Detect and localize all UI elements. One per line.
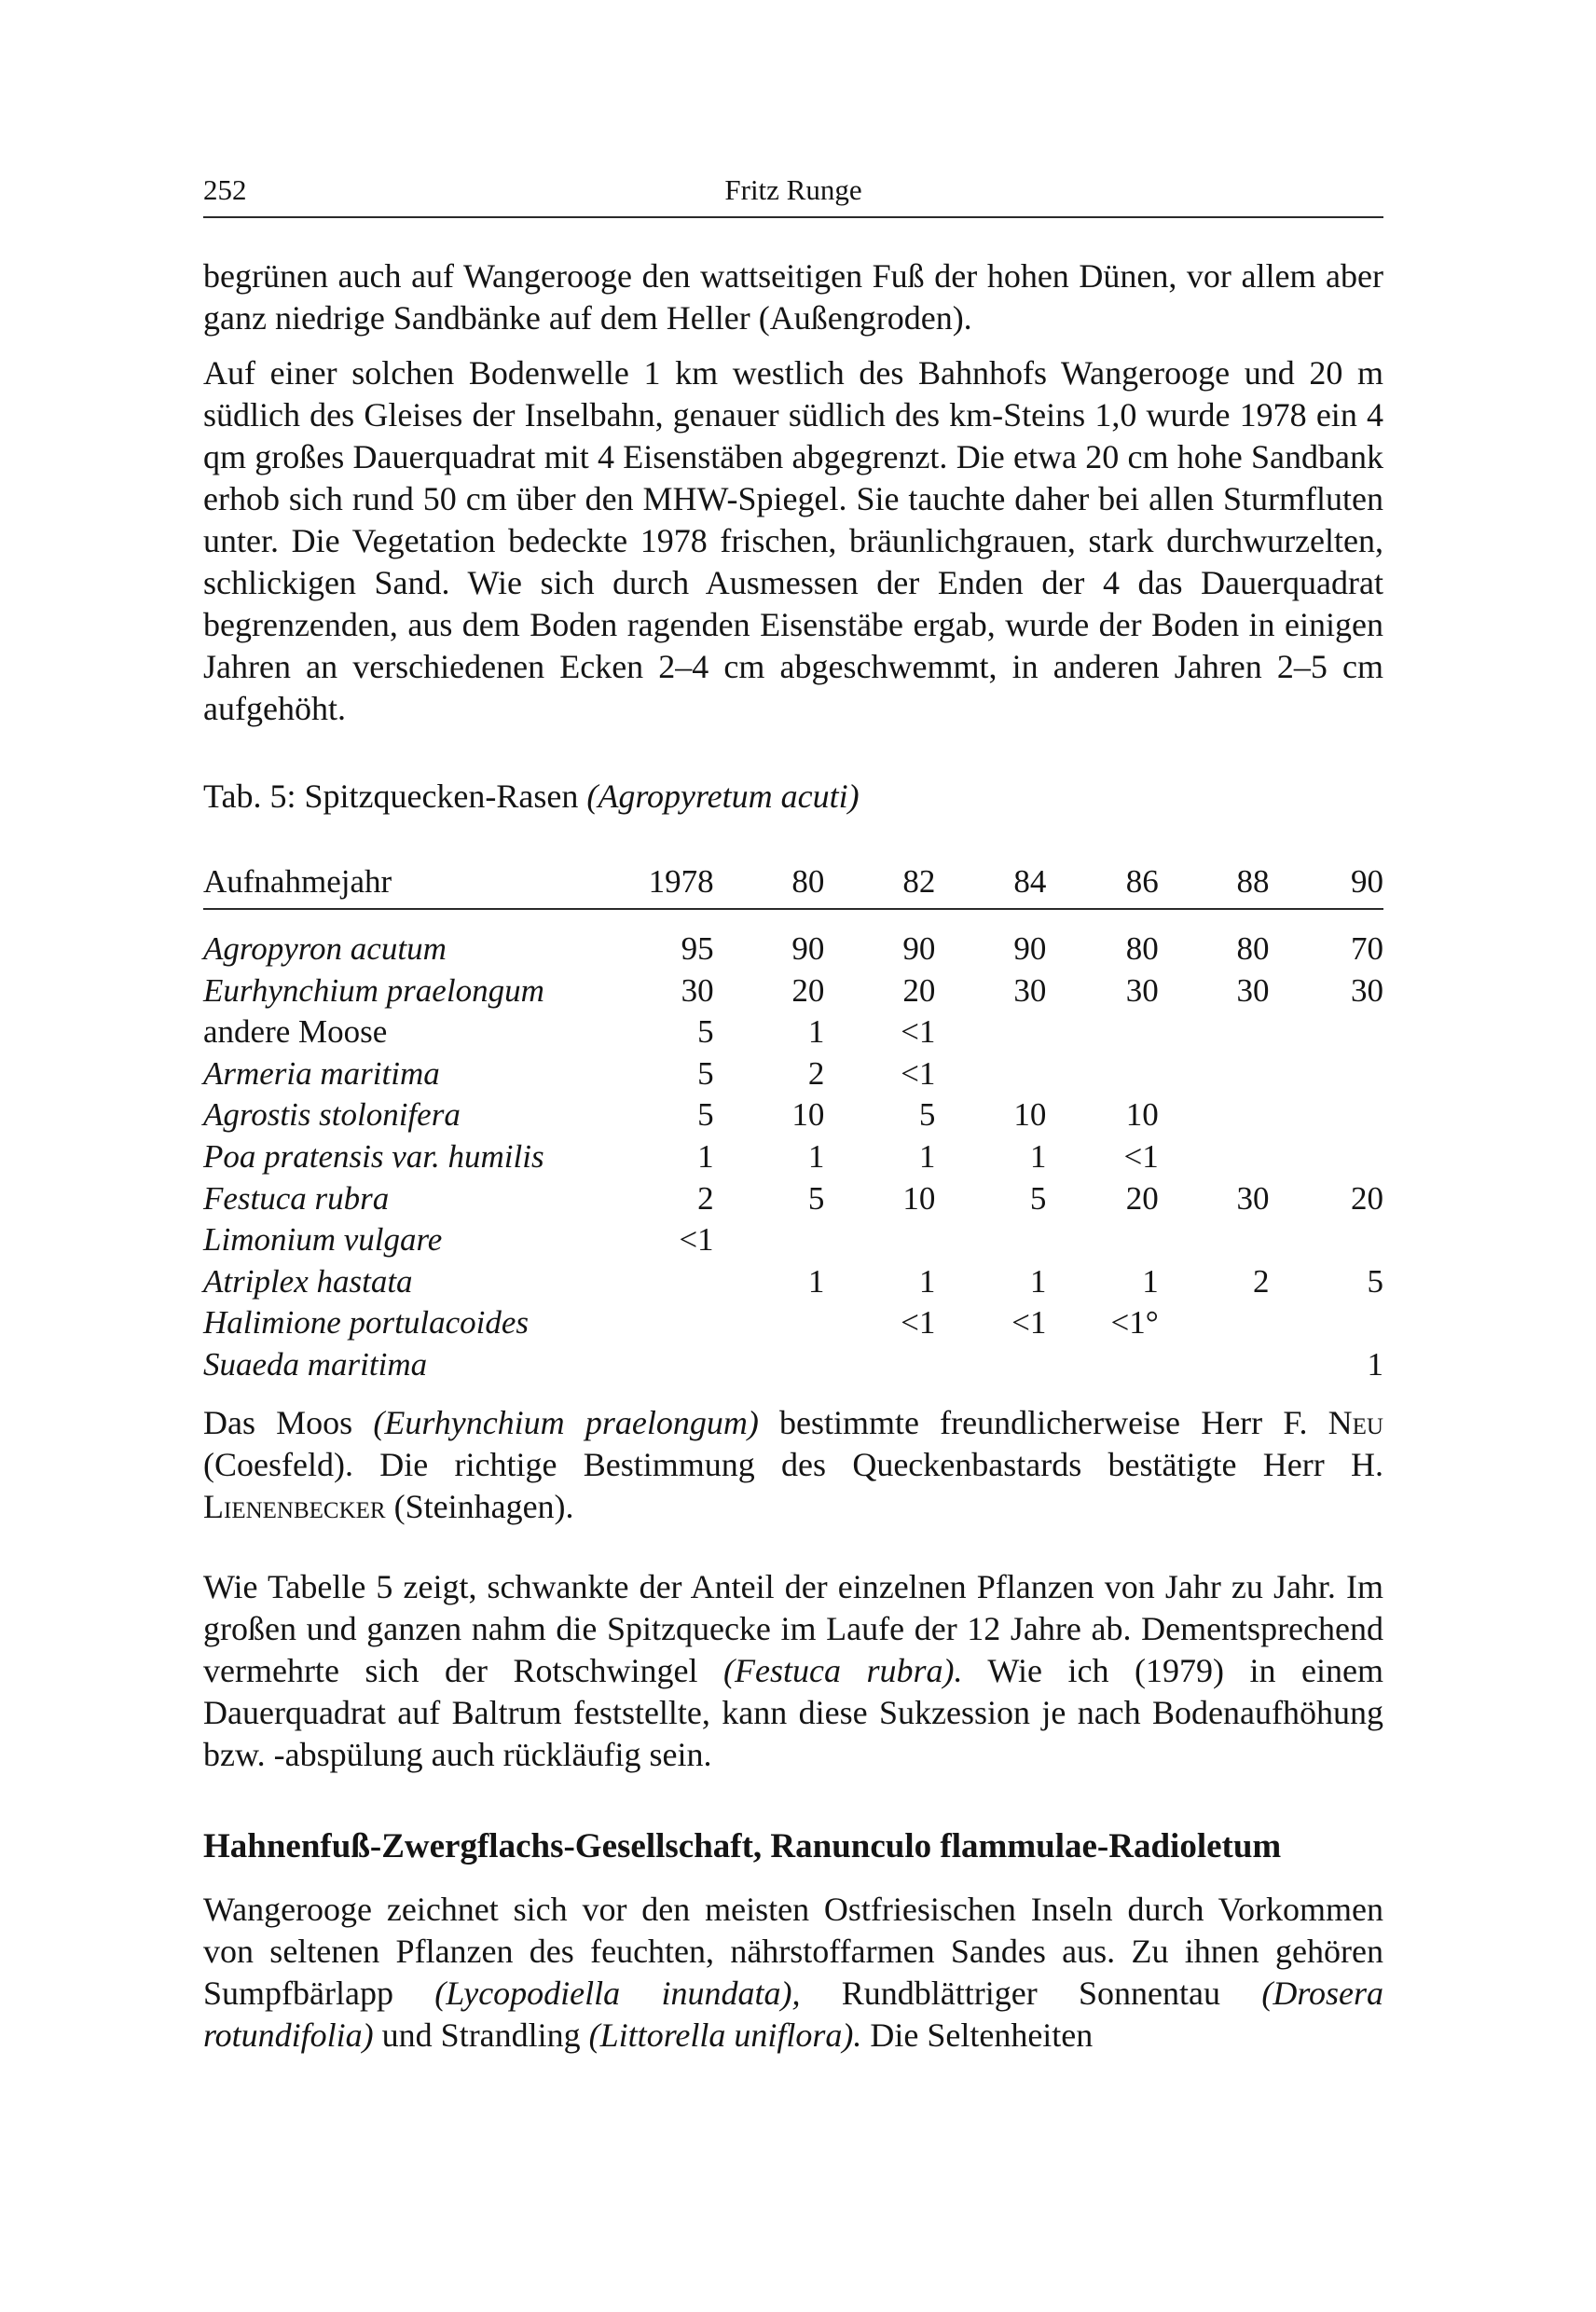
table-row — [203, 1012, 1383, 1053]
table-row — [203, 970, 1383, 1012]
table-row — [203, 1178, 1383, 1220]
column-header-year: 90 — [1351, 863, 1383, 900]
note-species: (Eurhynchium praelongum) — [373, 1404, 759, 1441]
cover-value — [935, 1219, 1046, 1261]
cover-value: 95 — [681, 930, 714, 967]
cover-value — [1159, 1053, 1270, 1095]
paragraph-5 — [203, 1889, 1383, 2057]
cover-value — [544, 1261, 714, 1303]
cover-value: 90 — [791, 930, 825, 967]
species-name: Poa pratensis var. humilis — [203, 1137, 544, 1175]
species-name: andere Moose — [203, 1013, 388, 1051]
para5-text-2: Rundblättriger Sonnentau — [800, 1975, 1262, 2012]
cover-value — [544, 1302, 714, 1344]
species-name: Agropyron acutum — [203, 930, 447, 967]
species-name: Eurhynchium praelongum — [203, 971, 544, 1009]
column-header-year: 1978 — [648, 863, 714, 900]
cover-value: 30 — [1351, 971, 1383, 1009]
caption-association: (Agropyretum acuti) — [586, 778, 860, 815]
cover-value — [714, 1344, 825, 1386]
species-name: Festuca rubra — [203, 1179, 390, 1217]
cover-value: 1 — [807, 1262, 825, 1300]
cover-value — [1270, 1302, 1383, 1344]
para5-species-3: (Littorella uniflora). — [588, 2016, 862, 2054]
para5-species-2: (Drosera rotundifolia) — [203, 1975, 1384, 2054]
cover-value: 80 — [1125, 930, 1159, 967]
cover-value: 20 — [1125, 1179, 1159, 1217]
cover-value: 30 — [1013, 971, 1047, 1009]
cover-value: 5 — [697, 1054, 714, 1092]
cover-value: 1 — [1367, 1345, 1383, 1383]
cover-value — [935, 1053, 1046, 1095]
cover-value: 20 — [902, 971, 936, 1009]
cover-value — [1270, 1219, 1383, 1261]
cover-value — [1270, 1136, 1383, 1178]
cover-value: 30 — [1125, 971, 1159, 1009]
paragraph-4 — [203, 1566, 1383, 1776]
column-header-year: 84 — [1013, 863, 1047, 900]
cover-value — [824, 1344, 935, 1386]
table-row — [203, 1344, 1383, 1386]
caption-text: Tab. 5: Spitzquecken-Rasen — [203, 778, 587, 815]
cover-value — [714, 1219, 825, 1261]
para5-text-4: Die Seltenheiten — [861, 2016, 1094, 2054]
cover-value: 70 — [1351, 930, 1383, 967]
cover-value: 30 — [1236, 971, 1270, 1009]
table-row — [203, 909, 1383, 970]
cover-value: <1 — [901, 1054, 936, 1092]
cover-value — [824, 1219, 935, 1261]
cover-value: <1 — [679, 1221, 714, 1259]
table-row — [203, 1261, 1383, 1303]
cover-value: <1 — [1011, 1304, 1047, 1342]
table-row — [203, 1219, 1383, 1261]
cover-value — [714, 1302, 825, 1344]
cover-value: 10 — [1013, 1096, 1047, 1134]
cover-value: 20 — [1351, 1179, 1383, 1217]
vegetation-table — [203, 856, 1383, 1386]
species-name: Suaeda maritima — [203, 1345, 428, 1383]
paragraph-1: begrünen auch auf Wangerooge den wattseitigen Fuß der hohen Dünen, vor allem aber ganz niedrige Sandbänke auf dem Heller (Außengroden). — [203, 257, 1383, 337]
cover-value: <1 — [901, 1304, 936, 1342]
note-text-1: Das Moos — [203, 1404, 374, 1441]
table-row — [203, 1053, 1383, 1095]
table-header-row — [203, 856, 1383, 909]
para4-species: (Festuca rubra). — [723, 1652, 963, 1689]
cover-value — [1159, 1012, 1270, 1053]
cover-value: 1 — [1029, 1262, 1047, 1300]
cover-value: 2 — [807, 1054, 825, 1092]
cover-value: 5 — [1029, 1179, 1047, 1217]
column-header-year: 86 — [1125, 863, 1159, 900]
cover-value: 5 — [697, 1096, 714, 1134]
cover-value: 5 — [1367, 1262, 1383, 1300]
species-name: Atriplex hastata — [203, 1262, 413, 1300]
person-lienenbecker: Lienenbecker — [203, 1488, 386, 1525]
cover-value: 2 — [1253, 1262, 1270, 1300]
paragraph-2: Auf einer solchen Bodenwelle 1 km westlich des Bahnhofs Wangerooge und 20 m südlich des Gleises der Inselbahn, genauer südlich des km-Steins 1,0 wurde 1978 ein 4 qm großes Dauerquadrat mit 4 Eisenstäben abgegrenzt. Die etwa 20 cm hohe Sandbank erhob sich rund 50 cm über den MHW-Spiegel. Sie tauchte daher bei allen Sturmfluten unter. Die Vegetation bedeckte 1978 frischen, bräunlichgrauen, stark durchwurzelten, schlickigen Sand. Wie sich durch Ausmessen der Enden der 4 das Dauerquadrat begrenzenden, aus dem Boden ragenden Eisenstäbe ergab, wurde der Boden in einigen Jahren an verschiedenen Ecken 2–4 cm abgeschwemmt, in anderen Jahren 2–5 cm aufgehöht. — [203, 354, 1383, 727]
table-body — [203, 909, 1383, 1386]
cover-value: 5 — [697, 1013, 714, 1051]
cover-value — [1270, 1053, 1383, 1095]
cover-value — [935, 1012, 1046, 1053]
column-header-year: 82 — [902, 863, 936, 900]
cover-value: 1 — [697, 1137, 714, 1175]
species-name: Agrostis stolonifera — [203, 1096, 461, 1134]
cover-value: 90 — [1013, 930, 1047, 967]
cover-value — [1046, 1053, 1158, 1095]
cover-value: 20 — [791, 971, 825, 1009]
species-name: Limonium vulgare — [203, 1221, 443, 1259]
note-text-4: (Steinhagen). — [385, 1488, 574, 1525]
cover-value — [1046, 1012, 1158, 1053]
para4-text-1: Wie Tabelle 5 zeigt, schwankte der Anteil der einzelnen Pflanzen von Jahr zu Jahr. Im großen und ganzen nahm die Spitzquecke im Laufe der 12 Jahre ab. Dementsprechend vermehrte sich der Rotschwingel — [203, 1568, 1383, 1689]
cover-value — [1159, 1302, 1270, 1344]
table-row — [203, 1136, 1383, 1178]
table-caption — [203, 776, 1383, 818]
column-header-year: 80 — [791, 863, 825, 900]
cover-value — [1159, 1094, 1270, 1136]
running-header — [203, 173, 1383, 218]
cover-value — [1270, 1094, 1383, 1136]
cover-value: 5 — [807, 1179, 825, 1217]
person-neu: Neu — [1328, 1404, 1383, 1441]
para5-text-1: Wangerooge zeichnet sich vor den meisten Ostfriesischen Inseln durch Vorkommen von seltenen Pflanzen des feuchten, nährstoffarmen Sandes aus. Zu ihnen gehören Sumpfbärlapp — [203, 1891, 1383, 2012]
cover-value: 30 — [1236, 1179, 1270, 1217]
note-text-3: (Coesfeld). Die richtige Bestimmung des Queckenbastards bestätigte Herr H. — [203, 1446, 1383, 1483]
cover-value: 80 — [1236, 930, 1270, 967]
cover-value — [1046, 1219, 1158, 1261]
cover-value — [544, 1344, 714, 1386]
cover-value: 10 — [1125, 1096, 1159, 1134]
cover-value: <1° — [1110, 1304, 1159, 1342]
para4-text-2: Wie ich (1979) in einem Dauerquadrat auf Baltrum feststellte, kann diese Sukzession je nach Bodenaufhöhung bzw. -abspülung auch rückläufig sein. — [203, 1652, 1383, 1773]
cover-value: <1 — [1123, 1137, 1159, 1175]
cover-value — [935, 1344, 1046, 1386]
note-text-2: bestimmte freundlicherweise Herr F. — [758, 1404, 1328, 1441]
running-title: Fritz Runge — [724, 173, 862, 206]
cover-value — [1159, 1219, 1270, 1261]
para5-species-1: (Lycopodiella inundata), — [434, 1975, 801, 2012]
cover-value: 2 — [697, 1179, 714, 1217]
column-header-year: 88 — [1236, 863, 1270, 900]
cover-value: 10 — [902, 1179, 936, 1217]
species-name: Armeria maritima — [203, 1054, 440, 1092]
cover-value — [1159, 1136, 1270, 1178]
species-name: Halimione portulacoides — [203, 1304, 529, 1342]
cover-value: 1 — [1029, 1137, 1047, 1175]
cover-value: 30 — [681, 971, 714, 1009]
cover-value: 5 — [918, 1096, 936, 1134]
column-header-label: Aufnahmejahr — [203, 863, 392, 900]
cover-value: 1 — [807, 1013, 825, 1051]
moss-note — [203, 1402, 1383, 1528]
page-number: 252 — [203, 173, 247, 206]
cover-value — [1046, 1344, 1158, 1386]
cover-value: <1 — [901, 1013, 936, 1051]
cover-value: 1 — [1142, 1262, 1159, 1300]
cover-value: 1 — [918, 1262, 936, 1300]
section-heading: Hahnenfuß-Zwergflachs-Gesellschaft, Ranunculo flammulae-Radioletum — [203, 1827, 1282, 1865]
table-row — [203, 1094, 1383, 1136]
para5-text-3: und Strandling — [373, 2016, 589, 2054]
table-row — [203, 1302, 1383, 1344]
cover-value: 1 — [918, 1137, 936, 1175]
cover-value: 1 — [807, 1137, 825, 1175]
cover-value: 10 — [791, 1096, 825, 1134]
cover-value — [1270, 1012, 1383, 1053]
cover-value: 90 — [902, 930, 936, 967]
cover-value — [1159, 1344, 1270, 1386]
